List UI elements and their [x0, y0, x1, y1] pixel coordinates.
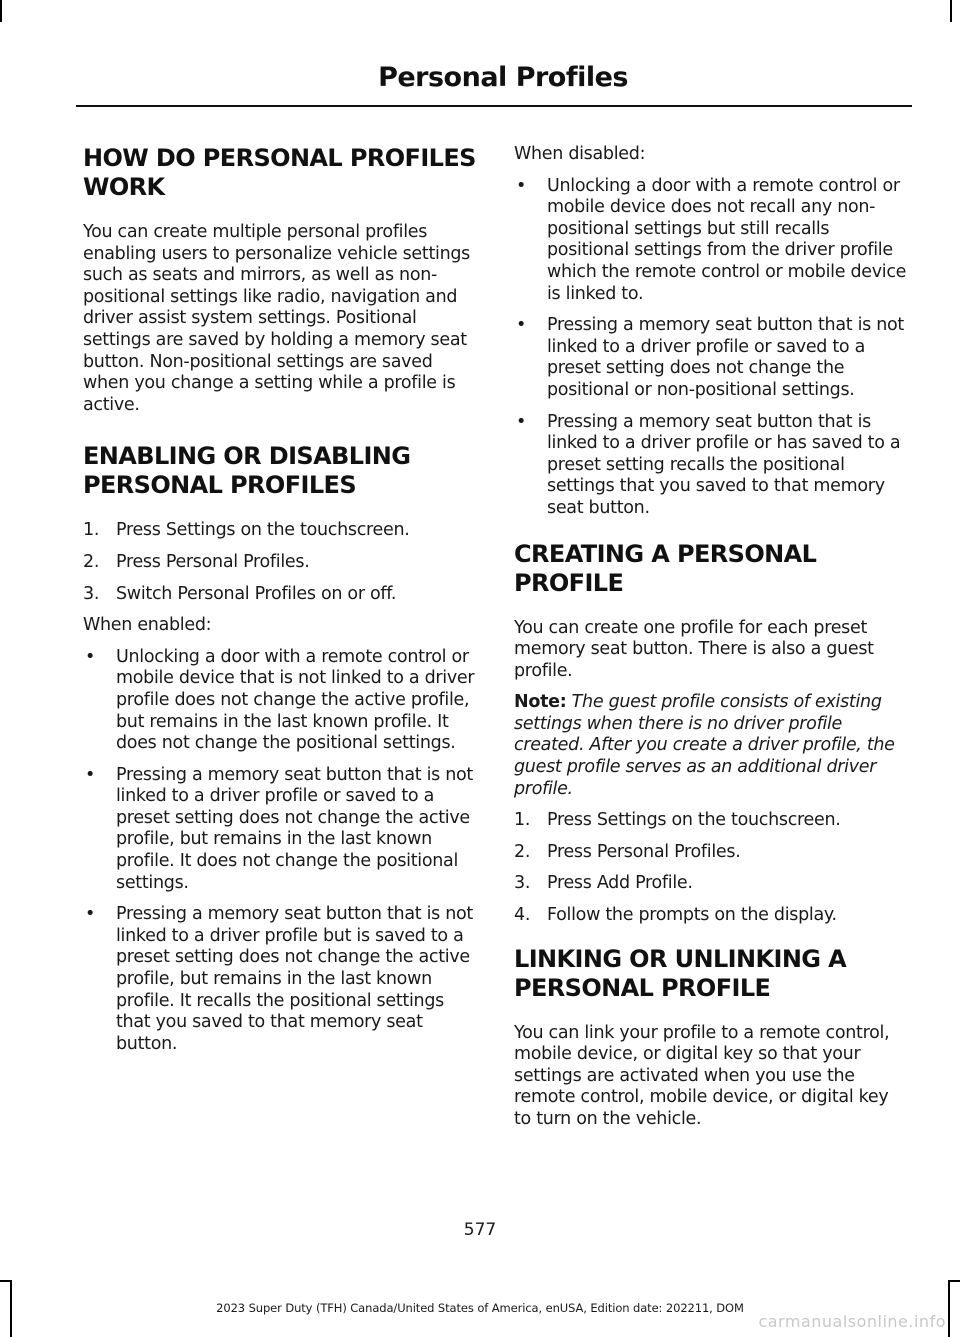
when-disabled-label: When disabled: — [514, 144, 646, 164]
list-item: 3. Switch Personal Profiles on or off. — [83, 583, 397, 604]
creating-profile-paragraph: You can create one profile for each preset memory seat button. There is also a guest profile. — [514, 617, 874, 681]
watermark: carmanualsonline.info — [758, 1312, 946, 1331]
right-column — [514, 144, 907, 1141]
list-item: 2. Press Personal Profiles. — [514, 841, 741, 862]
section-heading-how-profiles-work: HOW DO PERSONAL PROFILES WORK — [83, 144, 476, 201]
note-text: The guest profile consists of existing settings when there is no driver profile created. After you create a driver profile, the guest profile serves as an additional driver profile. — [514, 692, 895, 799]
linking-paragraph: You can link your profile to a remote control, mobile device, or digital key so that your settings are activated when you use the remote control, mobile device, or digital key to turn on the vehicle. — [514, 1022, 890, 1129]
enable-steps-list — [83, 520, 476, 605]
list-item: • Pressing a memory seat button that is not linked to a driver profile but is saved to a preset setting does not change the active profile, but remains in the last known profile. It recalls the positional settings that you saved to that memory seat button. — [85, 904, 473, 1054]
left-column — [83, 144, 476, 1065]
section-heading-creating-profile: CREATING A PERSONAL PROFILE — [514, 539, 817, 597]
crop-mark-top-left — [0, 0, 2, 22]
intro-paragraph: You can create multiple personal profiles enabling users to personalize vehicle settings such as seats and mirrors, as well as non-positional settings like radio, navigation and driver assist system settings. Positional settings are saved by holding a memory seat button. Non-positional settings are saved when you change a setting while a profile is active. — [83, 222, 470, 415]
header-rule — [76, 105, 912, 107]
list-item: 1. Press Settings on the touchscreen. — [83, 520, 410, 541]
disabled-behavior-list — [514, 176, 907, 520]
document-footer: 2023 Super Duty (TFH) Canada/United States of America, enUSA, Edition date: 202211, DOM — [216, 1301, 744, 1315]
note — [514, 692, 907, 800]
list-item: • Pressing a memory seat button that is not linked to a driver profile or saved to a preset setting does not change the active profile, but remains in the last known profile. It does not change the positional settings. — [85, 764, 473, 893]
section-heading-linking-unlinking: LINKING OR UNLINKING A PERSONAL PROFILE — [514, 944, 847, 1002]
create-steps-list — [514, 810, 907, 926]
list-item: • Unlocking a door with a remote control or mobile device that is not linked to a driver profile does not change the active profile, but remains in the last known profile. It does not change the positional settings. — [85, 646, 475, 754]
enabled-behavior-list — [83, 647, 476, 1056]
note-label: Note: — [514, 692, 567, 713]
crop-mark-bottom-right-h — [948, 1280, 960, 1282]
list-item: 4. Follow the prompts on the display. — [514, 905, 837, 926]
list-item: • Pressing a memory seat button that is not linked to a driver profile or saved to a preset setting does not change the positional or non-positional settings. — [516, 315, 904, 400]
list-item: 3. Press Add Profile. — [514, 873, 693, 894]
when-enabled-label: When enabled: — [83, 615, 212, 636]
list-item: • Unlocking a door with a remote control or mobile device does not recall any non-positional settings but still recalls positional settings from the driver profile which the remote control or mobile device is linked to. — [516, 175, 907, 304]
list-item: • Pressing a memory seat button that is linked to a driver profile or has saved to a preset setting recalls the positional settings that you saved to that memory seat button. — [516, 411, 901, 518]
list-item: 1. Press Settings on the touchscreen. — [514, 810, 841, 831]
page-header-title: Personal Profiles — [378, 62, 628, 93]
section-heading-enabling-disabling: ENABLING OR DISABLING PERSONAL PROFILES — [83, 442, 411, 500]
list-item: 2. Press Personal Profiles. — [83, 551, 310, 572]
page-number: 577 — [463, 1220, 497, 1240]
crop-mark-top-right — [950, 0, 952, 22]
crop-mark-bottom-left-h — [0, 1280, 12, 1282]
